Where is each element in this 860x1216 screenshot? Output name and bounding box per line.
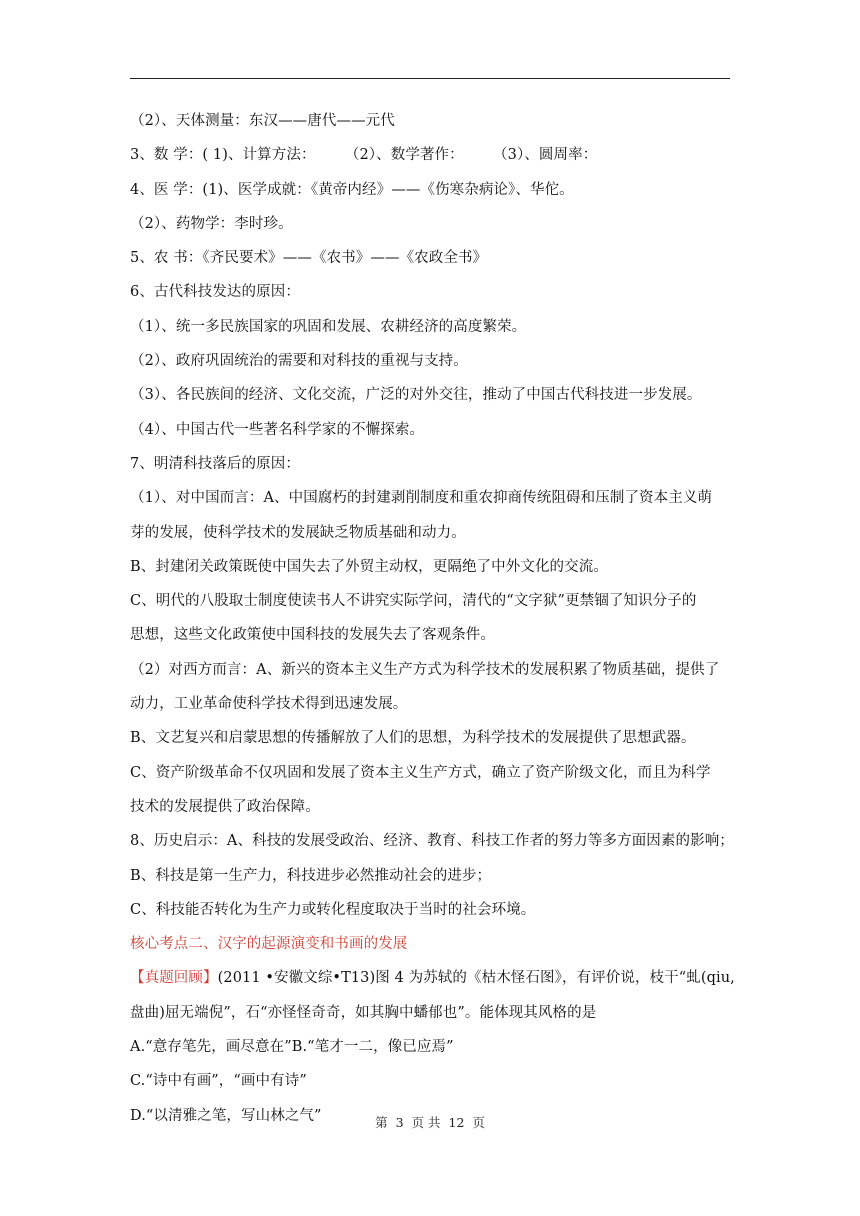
text-line: B、封建闭关政策既使中国失去了外贸主动权，更隔绝了中外文化的交流。 [130,558,608,575]
option-d: D.“以清雅之笔，写山林之气” [130,1107,322,1124]
options-ab [130,1030,730,1064]
text-line: 7、明清科技落后的原因： [130,455,300,472]
text-line: 6、古代科技发达的原因： [130,284,300,301]
text-line: （2）对西方而言：A、新兴的资本主义生产方式为科学技术的发展积累了物质基础，提供了 [130,661,720,678]
text-line: （1）、对中国而言：A、中国腐朽的封建剥削制度和重农抑商传统阻碍和压制了资本主义萌 [130,490,713,507]
text-line: 3、数 学：( 1)、计算方法： （2）、数学著作： （3）、圆周率： [130,147,598,164]
text-line: 芽的发展，使科学技术的发展缺乏物质基础和动力。 [130,524,466,541]
page-footer [0,1113,860,1131]
question-stem-line1 [130,961,735,995]
text-line: （2）、天体测量：东汉——唐代——元代 [130,113,395,129]
text-line: 8、历史启示：A、科技的发展受政治、经济、教育、科技工作者的努力等多方面因素的影响； [130,833,734,850]
option-b: B.“笔才一二，像已应焉” [291,1039,454,1056]
text-line: C、明代的八股取士制度使读书人不讲究实际学问，清代的“文字狱”更禁锢了知识分子的 [130,593,697,610]
text-line: C、科技能否转化为生产力或转化程度取决于当时的社会环境。 [130,901,536,918]
question-stem-text: (2011 •安徽文综•T13)图 4 为苏轼的《枯木怪石图》，有评价说，枝干“虬(qiu, [217,970,735,987]
text-line: （1）、统一多民族国家的巩固和发展、农耕经济的高度繁荣。 [130,318,527,335]
page-prefix: 第 [375,1115,388,1130]
page-current: 3 [395,1115,404,1130]
text-line: 4、医 学：(1)、医学成就：《黄帝内经》——《伤寒杂病论》、华佗。 [130,181,574,198]
page-mid: 页 共 [411,1115,441,1130]
page-total: 12 [448,1115,465,1130]
text-line: （2）、药物学：李时珍。 [130,215,293,232]
question-stem-line2: 盘曲)屈无端倪”，石“亦怪怪奇奇，如其胸中蟠郁也”。能体现其风格的是 [130,1004,597,1021]
option-c: C.“诗中有画”，“画中有诗” [130,1073,307,1090]
page-body [130,104,735,1133]
text-line: 技术的发展提供了政治保障。 [130,798,320,815]
text-line: 5、农 书：《齐民要术》——《农书》——《农政全书》 [130,250,488,267]
option-a: A.“意存笔先，画尽意在” [130,1039,292,1056]
text-line: B、文艺复兴和启蒙思想的传播解放了人们的思想，为科学技术的发展提供了思想武器。 [130,730,696,747]
header-rule [130,78,730,79]
text-line: （2）、政府巩固统治的需要和对科技的重视与支持。 [130,353,468,370]
text-line: C、资产阶级革命不仅巩固和发展了资本主义生产方式，确立了资产阶级文化，而且为科学 [130,764,711,781]
text-line: （3）、各民族间的经济、文化交流，广泛的对外交往，推动了中国古代科技进一步发展。 [130,387,702,404]
page-suffix: 页 [472,1115,485,1130]
text-line: B、科技是第一生产力，科技进步必然推动社会的进步； [130,867,492,884]
section-heading: 核心考点二、汉字的起源演变和书画的发展 [130,936,408,953]
text-line: 动力，工业革命使科学技术得到迅速发展。 [130,696,408,713]
text-line: （4）、中国古代一些著名科学家的不懈探索。 [130,421,425,438]
text-line: 思想，这些文化政策使中国科技的发展失去了客观条件。 [130,627,495,644]
question-tag: 【真题回顾】 [130,970,218,987]
